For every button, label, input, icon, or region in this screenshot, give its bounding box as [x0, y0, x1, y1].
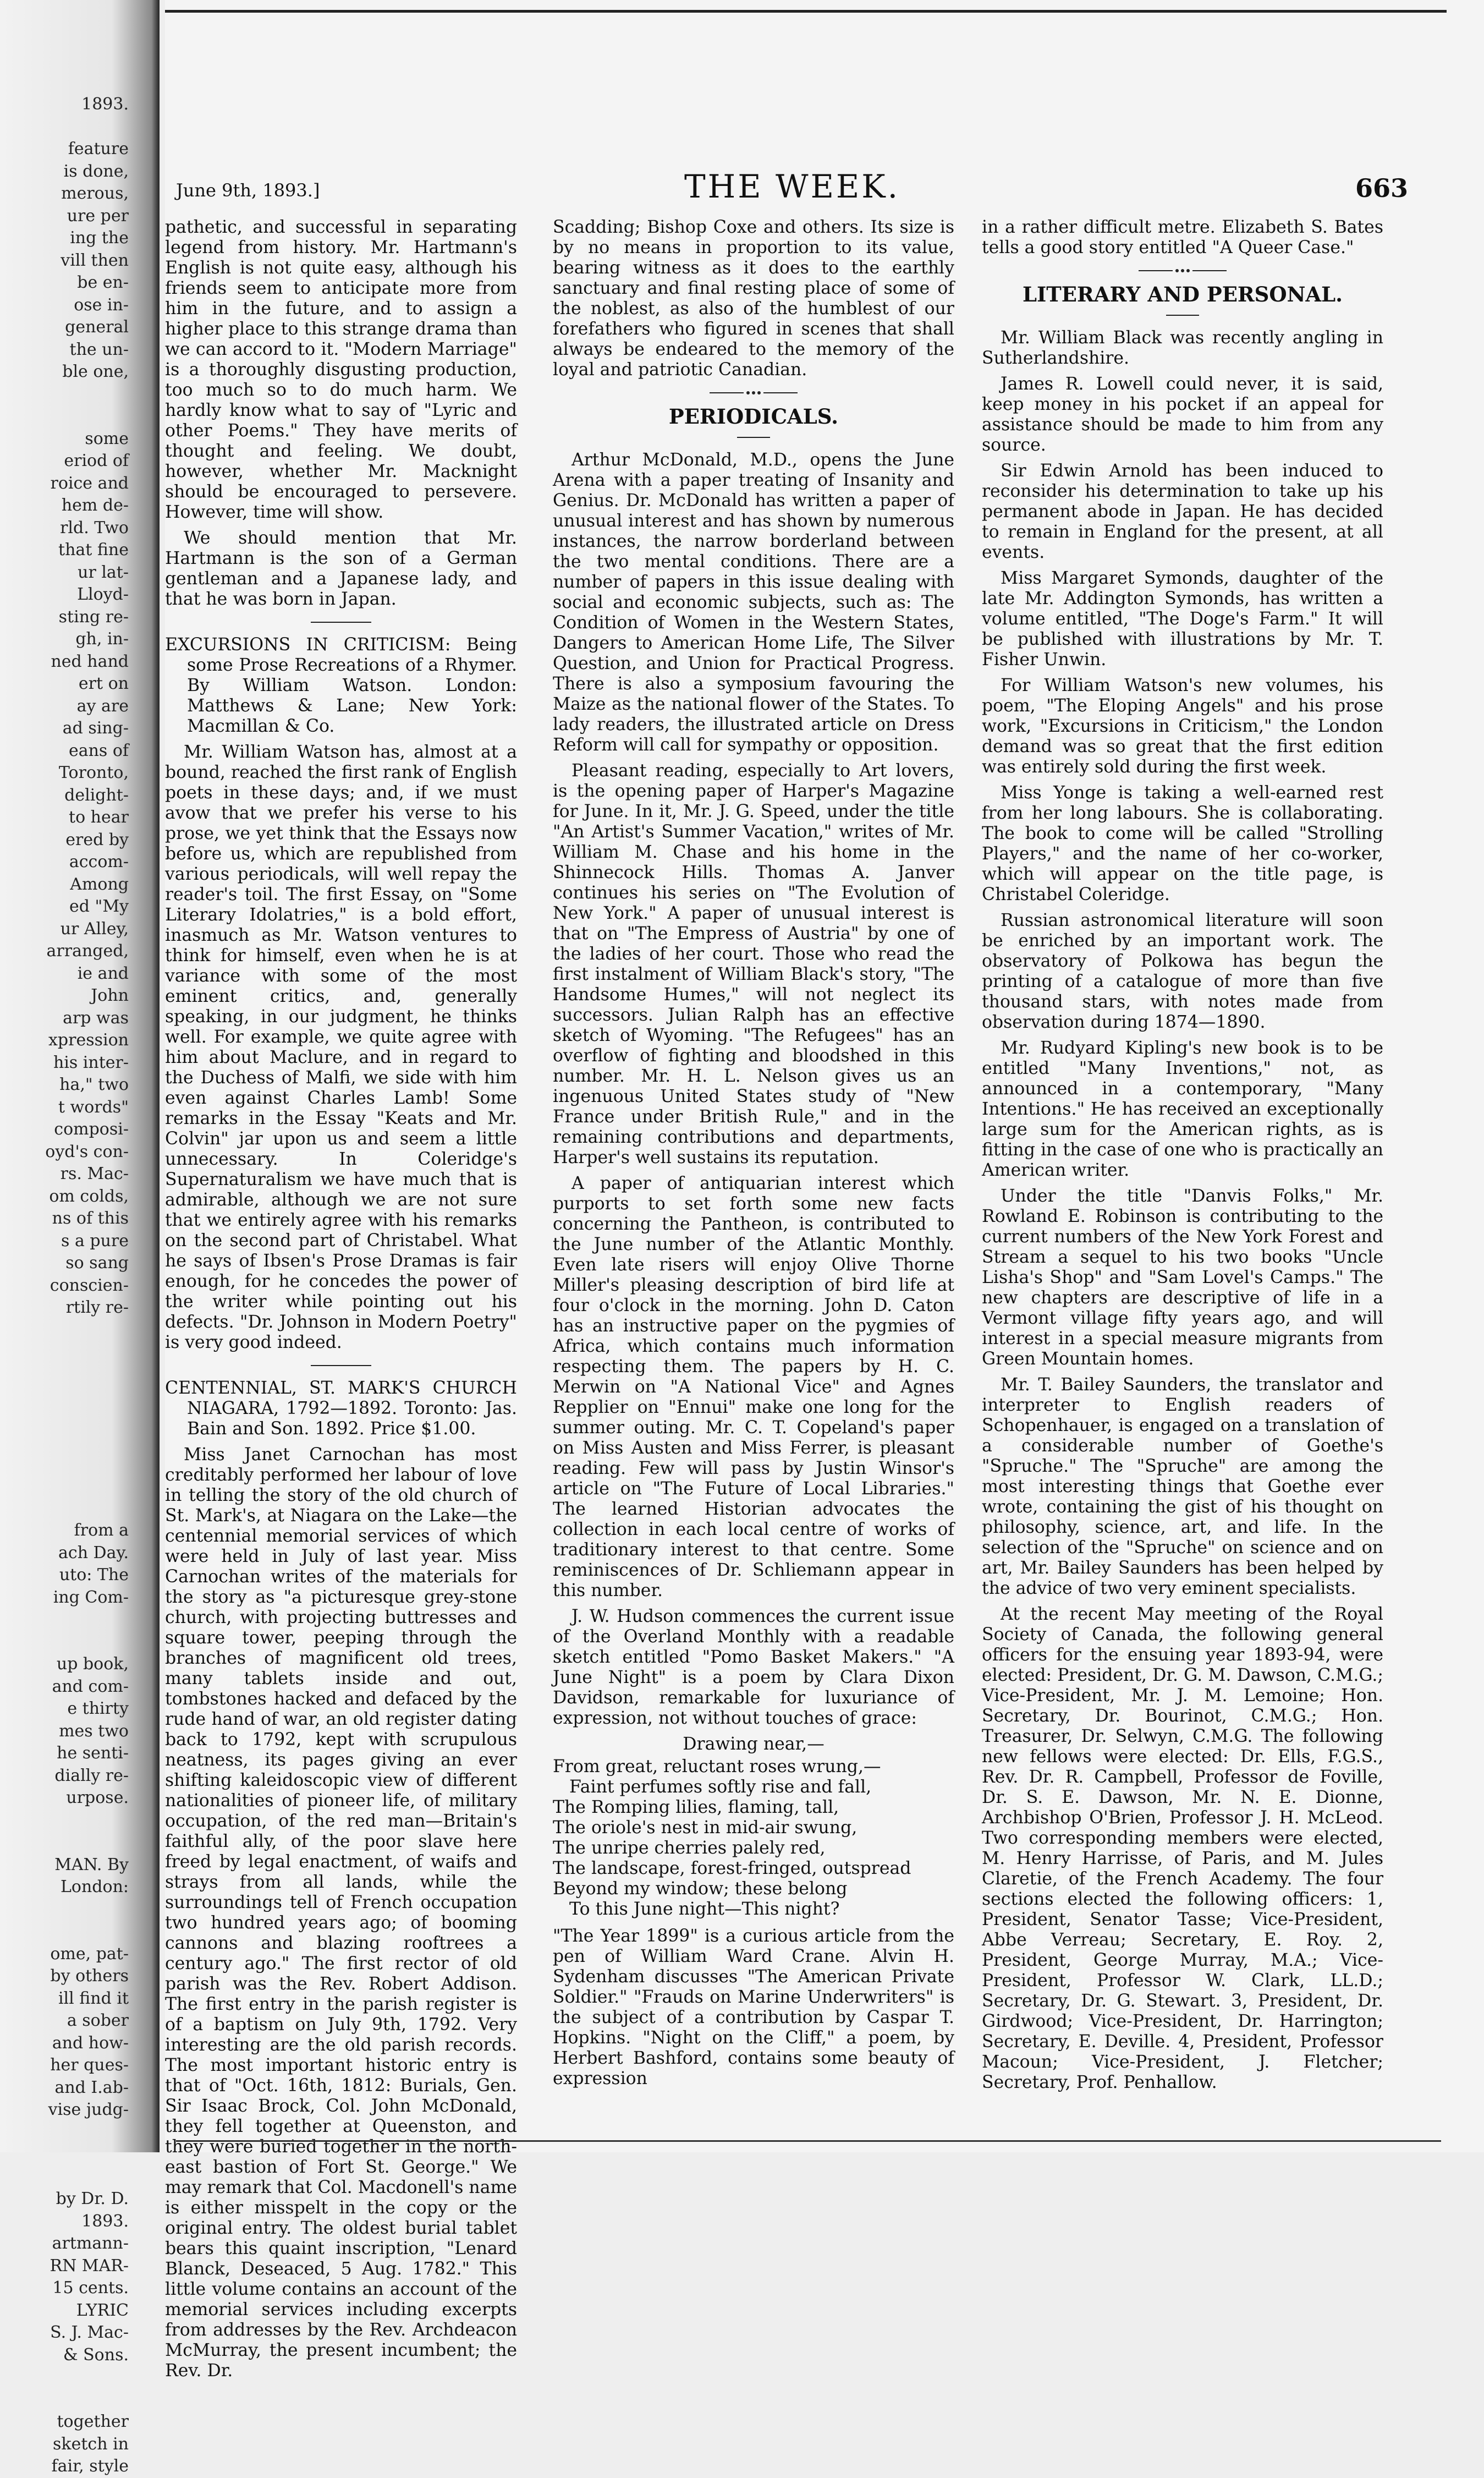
gutter-line: hem de-	[61, 496, 129, 515]
news-item: Sir Edwin Arnold has been induced to reconsider his determination to take up his permanent abode in Japan. He has decided to remain in England for the present, at all events.	[982, 461, 1383, 562]
gutter-line: ay are	[76, 696, 129, 716]
gutter-line: ill find it	[58, 1988, 129, 2008]
gutter-line: sting re-	[58, 607, 129, 627]
gutter-line: up book,	[56, 1654, 129, 1674]
gutter-line: John	[91, 986, 129, 1005]
gutter-line: S. J. Mac-	[50, 2323, 129, 2342]
gutter-line: the un-	[69, 339, 129, 359]
news-item: Mr. William Black was recently angling in Sutherlandshire.	[982, 328, 1383, 368]
gutter-line: and com-	[52, 1676, 129, 1696]
gutter-line: ad sing-	[62, 719, 129, 738]
gutter-line: to hear	[69, 808, 129, 827]
gutter-line: RN MAR-	[50, 2256, 129, 2276]
gutter-line: ose in-	[74, 295, 129, 315]
gutter-line	[2, 1453, 129, 1476]
poem-line: The unripe cherries palely red,	[553, 1838, 826, 1858]
news-item: Under the title "Danvis Folks," Mr. Rowland E. Robinson is contributing to the current numbers of the New York Forest and Stream a sequel to his two books "Uncle Lisha's Shop" and "Sam Lovel's Camps." The new chapters are descriptive of life in a Vermont village fifty years ago, and will interest in a special measure migrants from Green Mountain homes.	[982, 1186, 1383, 1369]
gutter-line: ur lat-	[78, 562, 129, 582]
gutter-line	[2, 2121, 129, 2144]
gutter-line: conscien-	[50, 1275, 129, 1295]
bottom-rule	[176, 2140, 1441, 2142]
news-item: Miss Margaret Symonds, daughter of the late Mr. Addington Symonds, has written a volume entitled, "The Doge's Farm." It will be published with illustrations by Mr. T. Fisher Unwin.	[982, 568, 1383, 670]
gutter-line: e thirty	[67, 1699, 129, 1718]
book-title-centennial: CENTENNIAL, ST. MARK'S CHURCH NIAGARA, 1792—1892. Toronto: Jas. Bain and Son. 1892. Price $1.00.	[165, 1378, 517, 1439]
news-item: Miss Yonge is taking a well-earned rest from her long labours. She is collaborating. The book to come will be called "Strolling Players," and the name of her co-worker, which will appear on the title page, is Christabel Coleridge.	[982, 783, 1383, 904]
poem-line: The oriole's nest in mid-air swung,	[553, 1818, 858, 1838]
gutter-line: ered by	[65, 830, 129, 849]
gutter-line: MAN. By	[54, 1855, 129, 1874]
gutter-line: & Sons.	[63, 2345, 129, 2365]
book-title-excursions: EXCURSIONS IN CRITICISM: Being some Prose Recreations of a Rhymer. By William Watson. London: Matthews & Lane; New York: Macmillan & Co.	[165, 635, 517, 736]
gutter-line: om colds,	[49, 1186, 129, 1206]
article-paragraph: A paper of antiquarian interest which purports to set forth some new facts concerning the Pantheon, is contributed to the June number of the Atlantic Monthly. Even late risers will enjoy Olive Thorne Miller's pleasing description of bird life at four o'clock in the morning. John D. Caton has an instructive paper on the pygmies of Africa, which contains much information respecting them. The papers by H. C. Merwin on "A National Vice" and Agnes Repplier on "Ennui" make one long for the summer outing. Mr. C. T. Copeland's paper on Miss Austen and Miss Ferrer, is pleasant reading. Few will pass by Justin Winsor's article on "The Future of Local Libraries." The learned Historian advocates the collection in each local centre of works of traditionary interest to that centre. Some reminiscences of Dr. Schliemann appear in this number.	[553, 1174, 954, 1600]
gutter-line	[2, 116, 129, 139]
gutter-line: ble one,	[62, 362, 129, 381]
gutter-line: ing the	[70, 228, 129, 248]
gutter-line: ach Day.	[58, 1543, 129, 1563]
gutter-line: eans of	[68, 741, 129, 760]
gutter-line: be en-	[77, 273, 129, 292]
gutter-line	[2, 2389, 129, 2411]
gutter-line	[2, 1386, 129, 1408]
gutter-line: her ques-	[50, 2055, 129, 2075]
gutter-line: rld. Two	[60, 518, 129, 538]
newspaper-page	[165, 0, 1484, 2381]
gutter-line	[2, 1364, 129, 1386]
section-divider	[311, 618, 371, 626]
review-note: We should mention that Mr. Hartmann is the son of a German gentleman and a Japanese lady, and that he was born in Japan.	[165, 528, 517, 609]
gutter-line: arp was	[63, 1008, 129, 1028]
article-paragraph: Pleasant reading, especially to Art lovers, is the opening paper of Harper's Magazine for June. In it, Mr. J. G. Speed, under the title "An Artist's Summer Vacation," writes of Mr. William M. Chase and his home in the Shinnecock Hills. Thomas A. Janver continues his series on "The Evolution of New York." A paper of unusual interest is that on "The Empress of Austria" by one of the ladies of her court. Those who read the first instalment of William Black's story, "The Handsome Humes," will not neglect its successors. Julian Ralph has an effective sketch of Wyoming. "The Refugees" has an overflow of fighting and bloodshed in this number. Mr. H. L. Nelson gives us an ingenuous United States study of "New France under British Rule," and in the remaining contributions and departments, Harper's well sustains its reputation.	[553, 761, 954, 1167]
column-2	[553, 217, 954, 2095]
heading-rule	[1166, 311, 1199, 319]
poem-line: To this June night—This night?	[569, 1899, 840, 1919]
gutter-line	[2, 2143, 129, 2166]
poem-line: Faint perfumes softly rise and fall,	[569, 1777, 872, 1797]
news-item: For William Watson's new volumes, his poem, "The Eloping Angels" and his prose work, "Excursions in Criticism," the London demand was so great that the first edition was entirely sold during the first week.	[982, 676, 1383, 777]
gutter-line: Among	[70, 874, 129, 894]
gutter-line: gh, in-	[75, 629, 129, 649]
gutter-line	[2, 1921, 129, 1943]
gutter-line: 15 cents.	[52, 2278, 129, 2298]
top-rule	[165, 10, 1447, 13]
gutter-line: 1893.	[81, 2211, 129, 2231]
gutter-line: ert on	[78, 674, 129, 693]
gutter-line: t words"	[58, 1097, 129, 1117]
gutter-line: merous,	[61, 184, 129, 203]
gutter-line: artmann-	[52, 2234, 129, 2253]
gutter-line: together	[57, 2412, 129, 2431]
column-3	[982, 217, 1383, 2098]
gutter-line: ome, pat-	[50, 1944, 129, 1964]
gutter-line: his inter-	[53, 1052, 129, 1072]
gutter-line: so sang	[65, 1253, 129, 1273]
gutter-line: composi-	[54, 1120, 129, 1139]
gutter-line	[2, 1319, 129, 1342]
gutter-line	[2, 383, 129, 406]
poem-line: From great, reluctant roses wrung,—	[553, 1757, 881, 1777]
gutter-line: mes two	[59, 1721, 129, 1741]
gutter-line: ns of this	[52, 1209, 129, 1228]
gutter-line: Toronto,	[58, 763, 129, 782]
page-number: 663	[1355, 173, 1408, 203]
gutter-line: fair, style	[51, 2457, 129, 2476]
gutter-line: uto: The	[59, 1565, 129, 1585]
gutter-line: some	[85, 429, 129, 448]
gutter-line: rtily re-	[65, 1298, 129, 1317]
article-paragraph: Arthur McDonald, M.D., opens the June Arena with a paper treating of Insanity and Genius. Dr. McDonald has written a paper of unusual interest and has shown by numerous instances, the narrow borderland between the two mental conditions. There are a number of papers in this issue dealing with social and economic subjects, such as: The Condition of Women in the Western States, Dangers to American Home Life, The Silver Question, and Union for Practical Progress. There is also a symposium favouring the Maize as the national flower of the States. To lady readers, the illustrated article on Dress Reform will call for sympathy or opposition.	[553, 450, 954, 755]
news-item: Mr. T. Bailey Saunders, the translator and interpreter to English readers of Schopenhauer, is engaged on a translation of a considerable number of Goethe's "Spruche." The "Spruche" are among the most interesting things that Goethe ever wrote, containing the gist of his thought on philosophy, science, art, and life. In the selection of the "Spruche" on science and on art, Mr. Bailey Saunders has been helped by the advice of two very eminent specialists.	[982, 1375, 1383, 1598]
gutter-line: a sober	[67, 2011, 129, 2030]
poem-line: The landscape, forest-fringed, outspread	[553, 1858, 911, 1878]
gutter-text	[2, 94, 129, 2478]
article-continuation: in a rather difficult metre. Elizabeth S. Bates tells a good story entitled "A Queer Case."	[982, 217, 1383, 257]
gutter-line	[2, 405, 129, 428]
review-body-excursions: Mr. William Watson has, almost at a bound, reached the first rank of English poets in these days; and, if we must avow that we prefer his verse to his prose, we yet think that the Essays now before us, which are republished from various periodicals, will well repay the reader's toil. The first Essay, on "Some Literary Idolatries," is a bold effort, inasmuch as Mr. Watson ventures to think for himself, even when he is at variance with some of the most eminent critics, and, generally speaking, in our judgment, he thinks well. For example, we quite agree with him about Maclure, and in regard to the Duchess of Malfi, we side with him even against Charles Lamb! Some remarks in the Essay "Keats and Mr. Colvin" jar upon us and seem a little unnecessary. In Coleridge's Supernaturalism we have much that is admirable, although we are not sure that we entirely agree with his remarks on the second part of Christabel. What he says of Ibsen's Prose Dramas is fair enough, for he concedes the power of the writer while pointing out his defects. "Dr. Johnson in Modern Poetry" is very good indeed.	[165, 742, 517, 1352]
heading-rule	[737, 434, 770, 441]
gutter-line: rs. Mac-	[60, 1164, 129, 1183]
gutter-line	[2, 1832, 129, 1854]
column-1	[165, 217, 517, 2387]
gutter-line: vill then	[61, 250, 129, 270]
gutter-line: is done,	[63, 161, 129, 181]
gutter-line: dially re-	[54, 1766, 129, 1785]
news-item: At the recent May meeting of the Royal Society of Canada, the following general officers for the ensuing year 1893-94, were elected: President, Dr. G. M. Dawson, C.M.G.; Vice-President, Mr. J. M. Lemoine; Hon. Secretary, Dr. Bourinot, C.M.G.; Hon. Treasurer, Dr. Selwyn, C.M.G. The following new fellows were elected: Dr. Ells, F.G.S., Rev. Dr. R. Campbell, Professor de Foville, Dr. S. E. Dawson, Mr. N. E. Dionne, Archbishop O'Brien, Professor J. H. McLeod. Two corresponding members were elected, M. Henry Harrisse, of Paris, and M. Jules Claretie, of the French Academy. The four sections elected the following officers: 1, President, Senator Tasse; Vice-President, Abbe Verreau; Secretary, E. Roy. 2, President, George Murray, M.A.; Vice-President, Professor W. Clark, LL.D.; Secretary, Dr. G. Stewart. 3, President, Dr. Girdwood; Vice-President, Dr. Harrington; Secretary, E. Deville. 4, President, Professor Macoun; Vice-President, J. Fletcher; Secretary, Prof. Penhallow.	[982, 1604, 1383, 2092]
review-continuation: pathetic, and successful in separating legend from history. Mr. Hartmann's English is not quite easy, although his friends seem to anticipate more from him in the future, and to assign a higher place to this strange drama than we can accord to it. "Modern Marriage" is a thoroughly disgusting production, too much so to do much harm. We hardly know what to say of "Lyric and other Poems." They have merits of thought and feeling. We doubt, however, whether Mr. Macknight should be encouraged to persevere. However, time will show.	[165, 217, 517, 522]
gutter-line	[2, 1408, 129, 1431]
gutter-line: 1893.	[81, 95, 129, 114]
gutter-line: by Dr. D.	[56, 2189, 129, 2208]
gutter-line: sketch in	[53, 2434, 129, 2454]
gutter-line: by others	[50, 1966, 129, 1986]
gutter-line: eriod of	[64, 451, 129, 470]
gutter-line: ha," two	[59, 1075, 129, 1094]
gutter-line: roice and	[50, 473, 129, 493]
gutter-line	[2, 1609, 129, 1631]
gutter-line: accom-	[69, 852, 129, 871]
gutter-line: feature	[68, 139, 129, 158]
gutter-line: ned hand	[51, 651, 129, 671]
section-heading-periodicals: PERIODICALS.	[668, 404, 839, 429]
gutter-line	[2, 1341, 129, 1364]
gutter-line: ie and	[77, 963, 129, 983]
gutter-line: vise judg-	[48, 2100, 129, 2119]
review-body-centennial: Miss Janet Carnochan has most creditably performed her labour of love in telling the story of the old church of St. Mark's, at Niagara on the Lake—the centennial memorial services of which were held in July of last year. Miss Carnochan writes of the materials for the story as "a picturesque grey-stone church, with projecting buttresses and square tower, peeping through the branches of magnificent old trees, many tablets inside and out, tombstones hacked and defaced by the rude hand of war, an old register dating back to 1792, kept with scrupulous neatness, its pages giving an ever shifting kaleidoscopic view of different nationalities of pioneer life, of military occupation, of the red man—Britain's faithful ally, of the poor slave here freed by legal enactment, of waifs and strays from all lands, while the surroundings tell of French occupation two hundred years ago; of booming cannons and blazing rooftrees a century ago." The first rector of old parish was the Rev. Robert Addison. The first entry in the parish register is of a baptism on July 9th, 1792. Very interesting are the old parish records. The most important historic entry is that of "Oct. 16th, 1812: Burials, Gen. Sir Isaac Brock, Col. John McDonald, they fell together at Queenston, and they were buried together in the north-east bastion of Fort St. George." We may remark that Col. Macdonell's name is either misspelt in the copy or the original entry. The oldest burial tablet bears this quaint inscription, "Lenard Blanck, Deseaced, 5 Aug. 1782." This little volume contains an account of the memorial services including excerpts from addresses by the Rev. Archdeacon McMurray, the present incumbent; the Rev. Dr.	[165, 1445, 517, 2381]
gutter-line	[2, 1631, 129, 1654]
section-heading-literary: LITERARY AND PERSONAL.	[1022, 282, 1343, 306]
gutter-line: that fine	[58, 540, 129, 560]
poem-excerpt	[553, 1734, 954, 1920]
gutter-line: delight-	[64, 785, 129, 805]
article-paragraph: J. W. Hudson commences the current issue of the Overland Monthly with a readable sketch entitled "Pomo Basket Makers." "A June Night" is a poem by Clara Dixon Davidson, remarkable for luxuriance of expression, not without touches of grace:	[553, 1607, 954, 1728]
gutter-line: ur Alley,	[60, 919, 129, 939]
poem-heading: Drawing near,—	[683, 1734, 825, 1754]
poem-line: The Romping lilies, flaming, tall,	[553, 1797, 839, 1817]
gutter-line	[2, 2166, 129, 2189]
gutter-line	[2, 1899, 129, 1921]
news-item: Russian astronomical literature will soon be enriched by an important work. The observatory of Polkowa has begun the printing of a catalogue of more than five thousand stars, with notes made from observation during 1874—1890.	[982, 911, 1383, 1032]
gutter-line: arranged,	[46, 941, 129, 961]
gutter-line	[2, 1430, 129, 1453]
gutter-line: from a	[74, 1521, 129, 1540]
gutter-line: ure per	[67, 206, 129, 226]
gutter-line: London:	[61, 1877, 129, 1896]
gutter-line: and I.ab-	[54, 2077, 129, 2097]
news-item: James R. Lowell could never, it is said, keep money in his pocket if an appeal for assistance should be made to him from any source.	[982, 374, 1383, 455]
gutter-line: s a pure	[61, 1231, 129, 1251]
gutter-line: xpression	[48, 1030, 129, 1050]
article-paragraph: "The Year 1899" is a curious article from the pen of William Ward Crane. Alvin H. Sydenham discusses "The American Private Soldier." "Frauds on Marine Underwriters" is the subject of a contribution by Caspar T. Hopkins. "Night on the Cliff," a poem, by Herbert Bashford, contains some beauty of expression	[553, 1926, 954, 2088]
gutter-line	[2, 1475, 129, 1498]
issue-date: June 9th, 1893.]	[176, 180, 320, 201]
gutter-line: he senti-	[57, 1744, 129, 1763]
ornamental-divider	[710, 389, 798, 397]
section-divider	[311, 1362, 371, 1369]
gutter-line: urpose.	[66, 1788, 129, 1807]
gutter-line: and how-	[52, 2033, 129, 2053]
gutter-line: general	[65, 317, 129, 337]
ornamental-divider	[1139, 267, 1227, 275]
gutter-line	[2, 1810, 129, 1832]
gutter-line: Lloyd-	[77, 585, 129, 604]
news-item: Mr. Rudyard Kipling's new book is to be entitled "Many Inventions," not, as announced in a contemporary, "Many Intentions." He has received an exceptionally large sum for the American rights, as is fitting in the case of one who is practically an American writer.	[982, 1038, 1383, 1180]
gutter-line	[2, 1498, 129, 1520]
gutter-line: LYRIC	[76, 2300, 129, 2320]
gutter-line	[2, 2366, 129, 2389]
page-header	[176, 168, 1408, 212]
poem-line: Beyond my window; these belong	[553, 1879, 848, 1899]
gutter-line: ed "My	[69, 897, 129, 916]
masthead-title: THE WEEK.	[684, 168, 900, 205]
gutter-line: oyd's con-	[45, 1142, 129, 1161]
review-continuation: Scadding; Bishop Coxe and others. Its size is by no means in proportion to its value, bearing witness as it does to the earthly sanctuary and final resting place of some of the noblest, as also of the humblest of our forefathers who figured in scenes that shall always be endeared to the memory of the loyal and patriotic Canadian.	[553, 217, 954, 380]
gutter-line: ing Com-	[53, 1587, 129, 1607]
adjacent-page-gutter	[0, 0, 160, 2476]
